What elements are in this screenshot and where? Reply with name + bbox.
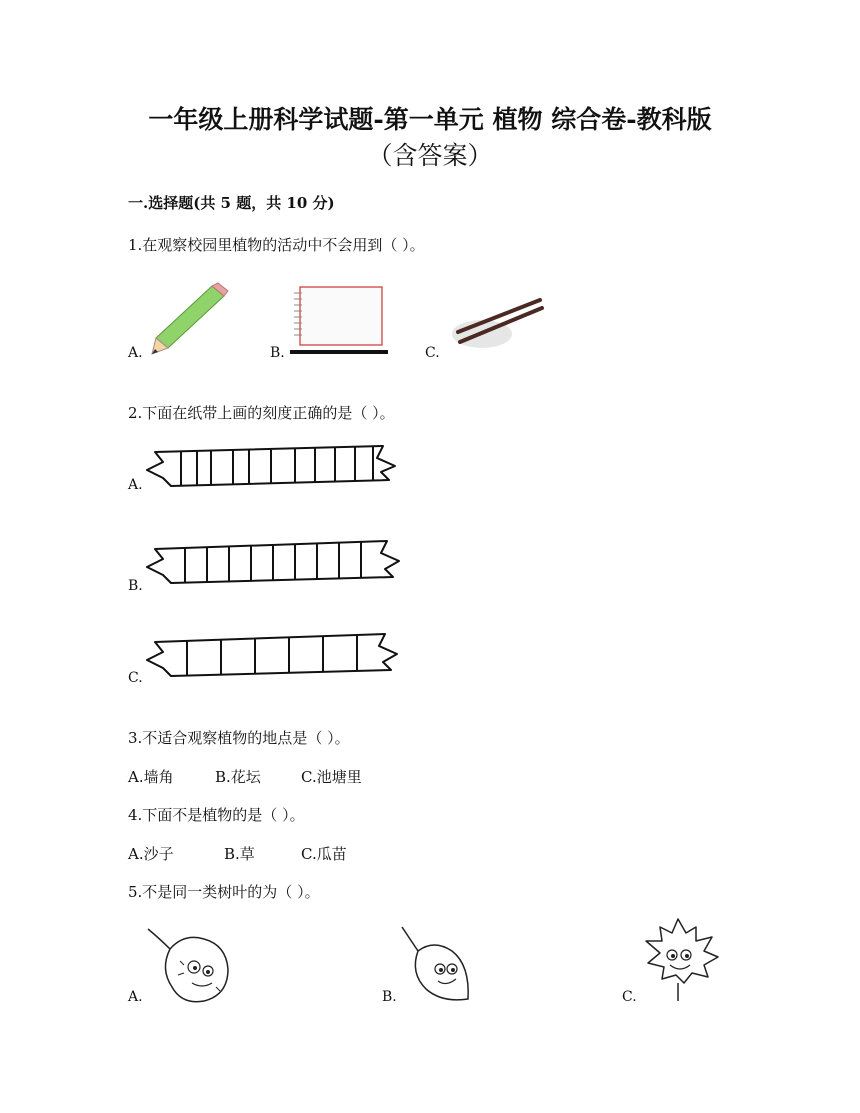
notebook-icon xyxy=(290,285,390,357)
leaf-round-icon xyxy=(146,925,236,1005)
section-heading: 一.选择题(共 5 题，共 10 分) xyxy=(128,194,335,212)
q3-option-b: B.花坛 xyxy=(215,768,261,786)
question-1: 1.在观察校园里植物的活动中不会用到（ ）。 xyxy=(128,236,425,254)
paper-strip-wide-icon xyxy=(145,630,405,682)
page-subtitle: （含答案） xyxy=(367,141,493,170)
q4-option-b: B.草 xyxy=(224,845,255,863)
q1-option-b-label: B. xyxy=(270,345,285,361)
pencil-icon xyxy=(146,282,230,356)
question-3: 3.不适合观察植物的地点是（ ）。 xyxy=(128,729,350,747)
q3-option-a: A.墙角 xyxy=(128,768,174,786)
q2-option-a-label: A. xyxy=(128,477,143,493)
leaf-heart-icon xyxy=(398,925,478,1005)
q5-option-a-label: A. xyxy=(128,989,143,1005)
maple-leaf-icon xyxy=(640,917,720,1003)
question-5: 5.不是同一类树叶的为（ ）。 xyxy=(128,883,320,901)
q1-option-c-label: C. xyxy=(425,345,440,361)
q2-option-b-label: B. xyxy=(128,578,143,594)
question-2: 2.下面在纸带上画的刻度正确的是（ ）。 xyxy=(128,404,395,422)
paper-strip-uneven-icon xyxy=(145,440,405,490)
q5-option-b-label: B. xyxy=(382,989,397,1005)
q3-option-c: C.池塘里 xyxy=(301,768,362,786)
q4-option-c: C.瓜苗 xyxy=(301,845,347,863)
q5-option-c-label: C. xyxy=(622,989,637,1005)
q1-option-a-label: A. xyxy=(128,345,143,361)
q4-option-a: A.沙子 xyxy=(128,845,174,863)
q2-option-c-label: C. xyxy=(128,670,143,686)
paper-strip-even-icon xyxy=(145,537,405,589)
page-title: 一年级上册科学试题-第一单元 植物 综合卷-教科版 xyxy=(148,105,712,134)
question-4: 4.下面不是植物的是（ ）。 xyxy=(128,806,305,824)
chopsticks-icon xyxy=(452,292,544,352)
